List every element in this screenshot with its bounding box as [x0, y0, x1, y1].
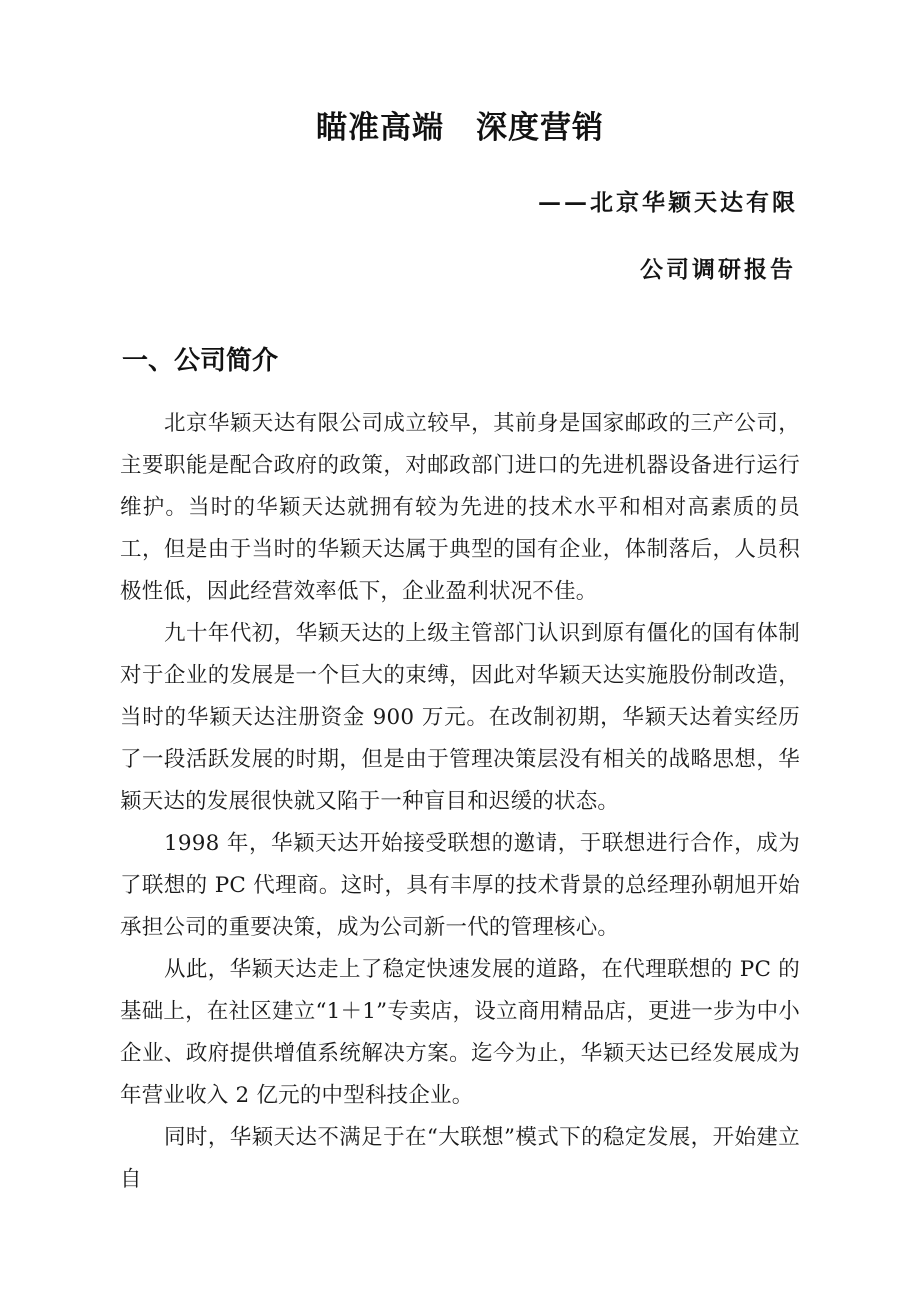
paragraph: 北京华颖天达有限公司成立较早，其前身是国家邮政的三产公司，主要职能是配合政府的政策，对邮政部门进口的先进机器设备进行运行维护。当时的华颖天达就拥有较为先进的技术水平和相对高素质的员工，但是由于当时的华颖天达属于典型的国有企业，体制落后，人员积极性低，因此经营效率低下，企业盈利状况不佳。: [120, 411, 800, 605]
subtitle-line-1: ——北京华颖天达有限: [538, 189, 798, 216]
paragraph: 同时，华颖天达不满足于在“大联想”模式下的稳定发展，开始建立自: [120, 1125, 800, 1193]
page-title: 瞄准高端 深度营销: [316, 110, 604, 146]
subtitle-line-2: 公司调研报告: [640, 256, 796, 283]
paragraph: 九十年代初，华颖天达的上级主管部门认识到原有僵化的国有体制对于企业的发展是一个巨大的束缚，因此对华颖天达实施股份制改造，当时的华颖天达注册资金 900 万元。在改制初期，华颖天达着实经历了一段活跃发展的时期，但是由于管理决策层没有相关的战略思想，华颖天达的发展很快就又陷于一种盲目和迟缓的状态。: [120, 621, 800, 815]
paragraph: 1998 年，华颖天达开始接受联想的邀请，于联想进行合作，成为了联想的 PC 代理商。这时，具有丰厚的技术背景的总经理孙朝旭开始承担公司的重要决策，成为公司新一代的管理核心。: [120, 831, 800, 941]
section-heading-company-intro: 一、公司简介: [122, 346, 279, 376]
paragraph: 从此，华颖天达走上了稳定快速发展的道路，在代理联想的 PC 的基础上，在社区建立“1＋1”专卖店，设立商用精品店，更进一步为中小企业、政府提供增值系统解决方案。迄今为止，华颖天达已经发展成为年营业收入 2 亿元的中型科技企业。: [120, 957, 800, 1109]
page-content: [120, 0, 800, 1201]
body-text: [120, 377, 800, 1201]
